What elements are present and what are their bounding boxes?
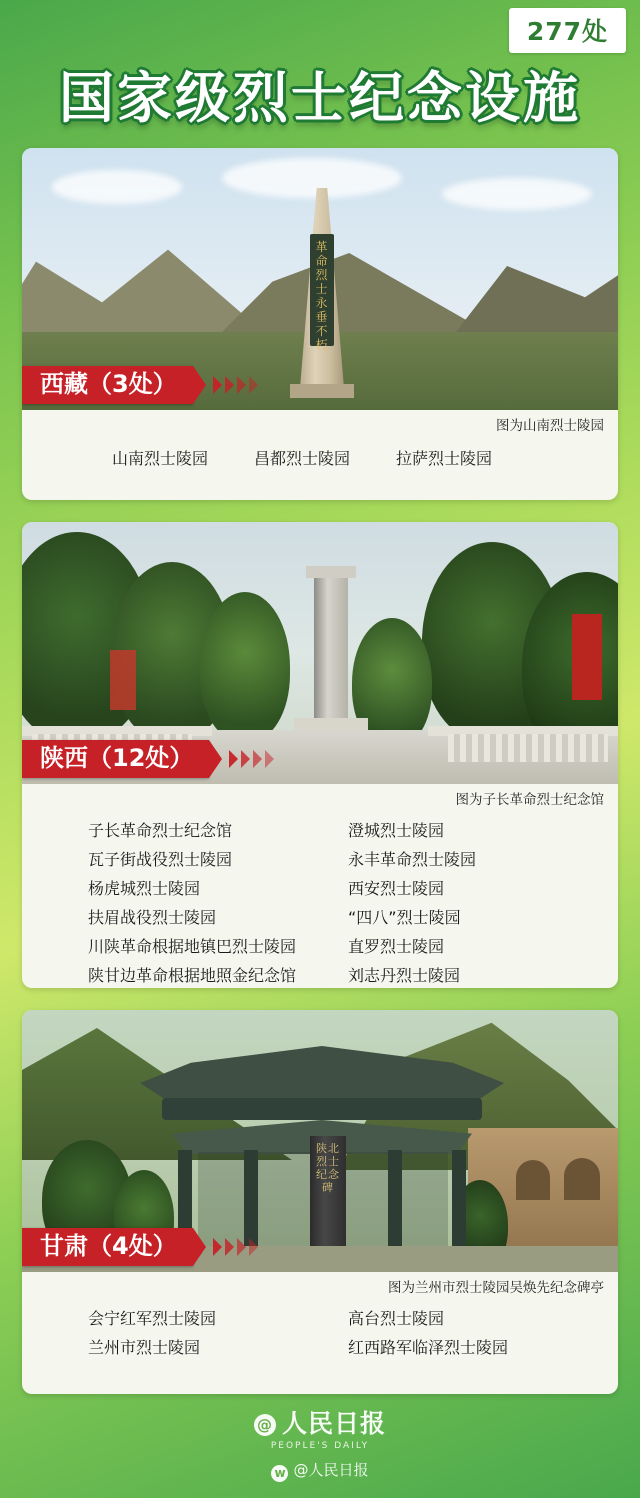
list-row [22, 442, 618, 476]
weibo-handle: @人民日报 [293, 1461, 369, 1479]
stele-inscription: 陕北烈士纪念碑 [316, 1142, 340, 1194]
list-item: 昌都烈士陵园 [254, 449, 351, 468]
publisher-logo: @ 人民日报 [0, 1404, 640, 1440]
count-badge: 277处 [509, 8, 626, 53]
list-item: 高台烈士陵园 [348, 1309, 445, 1328]
site-list-gansu [22, 1298, 618, 1384]
footer [0, 1404, 640, 1482]
region-label: 甘肃（4处） [22, 1228, 193, 1266]
list-item: “四八”烈士陵园 [348, 908, 461, 927]
list-row [22, 816, 618, 845]
region-banner-shaanxi [22, 740, 274, 778]
list-item: 兰州市烈士陵园 [88, 1338, 201, 1357]
at-icon: @ [254, 1414, 276, 1436]
list-row [22, 961, 618, 988]
list-item: 直罗烈士陵园 [348, 937, 445, 956]
list-item: 红西路军临泽烈士陵园 [348, 1338, 509, 1357]
photo-note: 图为子长革命烈士纪念馆 [455, 792, 604, 808]
chevron-arrows-icon [213, 1238, 258, 1256]
weibo-icon: w [271, 1465, 288, 1482]
site-list-tibet [22, 436, 618, 498]
list-item: 子长革命烈士纪念馆 [88, 821, 233, 840]
list-row [22, 903, 618, 932]
photo-note: 图为兰州市烈士陵园吴焕先纪念碑亭 [388, 1280, 604, 1296]
list-row [22, 845, 618, 874]
section-card-gansu [22, 1010, 618, 1394]
photo-note: 图为山南烈士陵园 [496, 418, 604, 434]
site-list-shaanxi [22, 810, 618, 988]
chevron-arrows-icon [213, 376, 258, 394]
section-photo-tibet [22, 148, 618, 410]
region-banner-gansu [22, 1228, 258, 1266]
list-item: 瓦子街战役烈士陵园 [88, 850, 233, 869]
list-item: 山南烈士陵园 [112, 449, 209, 468]
region-banner-tibet [22, 366, 258, 404]
photo-note-row-gansu [22, 1272, 618, 1298]
list-row [22, 874, 618, 903]
list-item: 扶眉战役烈士陵园 [88, 908, 217, 927]
page-title: 国家级烈士纪念设施 [58, 66, 581, 130]
region-label: 陕西（12处） [22, 740, 209, 778]
list-row [22, 1304, 618, 1333]
list-item: 陕甘边革命根据地照金纪念馆 [88, 966, 297, 985]
list-item: 川陕革命根据地镇巴烈士陵园 [88, 937, 297, 956]
list-row [22, 1333, 618, 1362]
section-card-shaanxi [22, 522, 618, 988]
photo-note-row-shaanxi [22, 784, 618, 810]
list-item: 会宁红军烈士陵园 [88, 1309, 217, 1328]
list-item: 永丰革命烈士陵园 [348, 850, 477, 869]
list-row [22, 932, 618, 961]
section-photo-gansu [22, 1010, 618, 1272]
monument-inscription: 革命烈士永垂不朽 [315, 240, 329, 352]
list-item: 杨虎城烈士陵园 [88, 879, 201, 898]
section-photo-shaanxi [22, 522, 618, 784]
region-label: 西藏（3处） [22, 366, 193, 404]
list-item: 澄城烈士陵园 [348, 821, 445, 840]
section-card-tibet [22, 148, 618, 500]
chevron-arrows-icon [229, 750, 274, 768]
publisher-logo-sub: PEOPLE'S DAILY [270, 1441, 370, 1451]
list-item: 拉萨烈士陵园 [396, 449, 493, 468]
list-item: 西安烈士陵园 [348, 879, 445, 898]
weibo-handle-row[interactable] [0, 1459, 640, 1482]
list-item: 刘志丹烈士陵园 [348, 966, 461, 985]
photo-note-row-tibet [22, 410, 618, 436]
